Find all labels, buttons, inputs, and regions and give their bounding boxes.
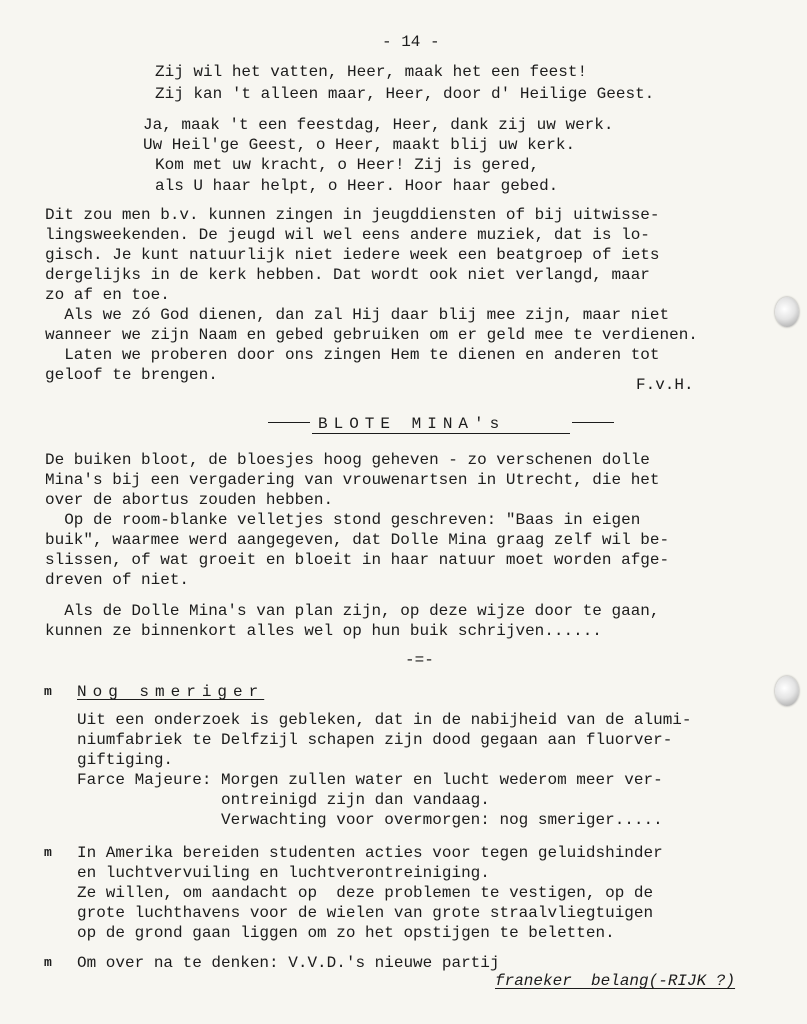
body-line: De buiken bloot, de bloesjes hoog geheven - zo verschenen dolle xyxy=(45,451,650,469)
song-line: als U haar helpt, o Heer. Hoor haar gebed. xyxy=(155,177,559,195)
body-line: In Amerika bereiden studenten acties voor tegen geluidshinder xyxy=(77,844,663,862)
body-line: geloof te brengen. xyxy=(45,366,218,384)
section-heading: BLOTE MINA's xyxy=(318,415,506,433)
body-line: Als we zó God dienen, dan zal Hij daar blij mee zijn, maar niet xyxy=(45,306,670,324)
bullet-marker: m xyxy=(44,955,52,970)
song-line: Ja, maak 't een feestdag, Heer, dank zij uw werk. xyxy=(143,116,614,134)
body-line: wanneer we zijn Naam en gebed gebruiken om er geld mee te verdienen. xyxy=(45,326,698,344)
body-line: zo af en toe. xyxy=(45,286,170,304)
body-line: grote luchthavens voor de wielen van grote straalvliegtuigen xyxy=(77,904,654,922)
body-line: Mina's bij een vergadering van vrouwenartsen in Utrecht, die het xyxy=(45,471,660,489)
punch-hole-top xyxy=(775,297,799,327)
body-line: slissen, of wat groeit en bloeit in haar natuur moet worden afge- xyxy=(45,551,670,569)
body-line: dreven of niet. xyxy=(45,571,190,589)
body-line: giftiging. xyxy=(77,751,174,769)
body-line: Als de Dolle Mina's van plan zijn, op deze wijze door te gaan, xyxy=(45,602,660,620)
signature: F.v.H. xyxy=(636,376,694,394)
body-line: Op de room-blanke velletjes stond geschreven: "Baas in eigen xyxy=(45,511,641,529)
body-line: gisch. Je kunt natuurlijk niet iedere week een beatgroep of iets xyxy=(45,246,660,264)
bullet-marker: m xyxy=(44,684,52,699)
body-line: lingsweekenden. De jeugd wil wel eens andere muziek, dat is lo- xyxy=(45,226,650,244)
punch-hole-bottom xyxy=(775,676,799,706)
bullet-marker: m xyxy=(44,845,52,860)
body-line: Verwachting voor overmorgen: nog smeriger..... xyxy=(77,811,663,829)
body-line: Farce Majeure: Morgen zullen water en lucht wederom meer ver- xyxy=(77,771,663,789)
body-line: Ze willen, om aandacht op deze problemen te vestigen, op de xyxy=(77,884,654,902)
body-line: en luchtvervuiling en luchtverontreiniging. xyxy=(77,864,490,882)
song-line: Zij kan 't alleen maar, Heer, door d' Heilige Geest. xyxy=(155,85,655,103)
heading-rule-right xyxy=(572,422,614,423)
body-line: Dit zou men b.v. kunnen zingen in jeugddiensten of bij uitwisse- xyxy=(45,206,660,224)
body-line: op de grond gaan liggen om zo het opstijgen te beletten. xyxy=(77,924,615,942)
body-line: Uit een onderzoek is gebleken, dat in de nabijheid van de alumi- xyxy=(77,711,692,729)
song-line: Kom met uw kracht, o Heer! Zij is gered, xyxy=(155,156,540,174)
item-heading: Nog smeriger xyxy=(77,683,265,701)
body-line: dergelijks in de kerk hebben. Dat wordt ook niet verlangd, maar xyxy=(45,266,650,284)
body-line: kunnen ze binnenkort alles wel op hun buik schrijven...... xyxy=(45,622,602,640)
heading-underline xyxy=(312,433,570,434)
body-line: over de abortus zouden hebben. xyxy=(45,491,334,509)
body-line: niumfabriek te Delfzijl schapen zijn dood gegaan aan fluorver- xyxy=(77,731,673,749)
song-line: Zij wil het vatten, Heer, maak het een feest! xyxy=(155,63,588,81)
page-number: - 14 - xyxy=(382,33,440,51)
section-separator: -=- xyxy=(405,651,434,669)
vvd-tagline: franeker belang(-RIJK ?) xyxy=(495,972,736,990)
body-line: ontreinigd zijn dan vandaag. xyxy=(77,791,490,809)
body-line: Laten we proberen door ons zingen Hem te dienen en anderen tot xyxy=(45,346,660,364)
song-line: Uw Heil'ge Geest, o Heer, maakt blij uw kerk. xyxy=(143,136,576,154)
body-line: Om over na te denken: V.V.D.'s nieuwe partij xyxy=(77,954,500,972)
body-line: buik", waarmee werd aangegeven, dat Dolle Mina graag zelf wil be- xyxy=(45,531,670,549)
heading-rule-left xyxy=(268,422,310,423)
